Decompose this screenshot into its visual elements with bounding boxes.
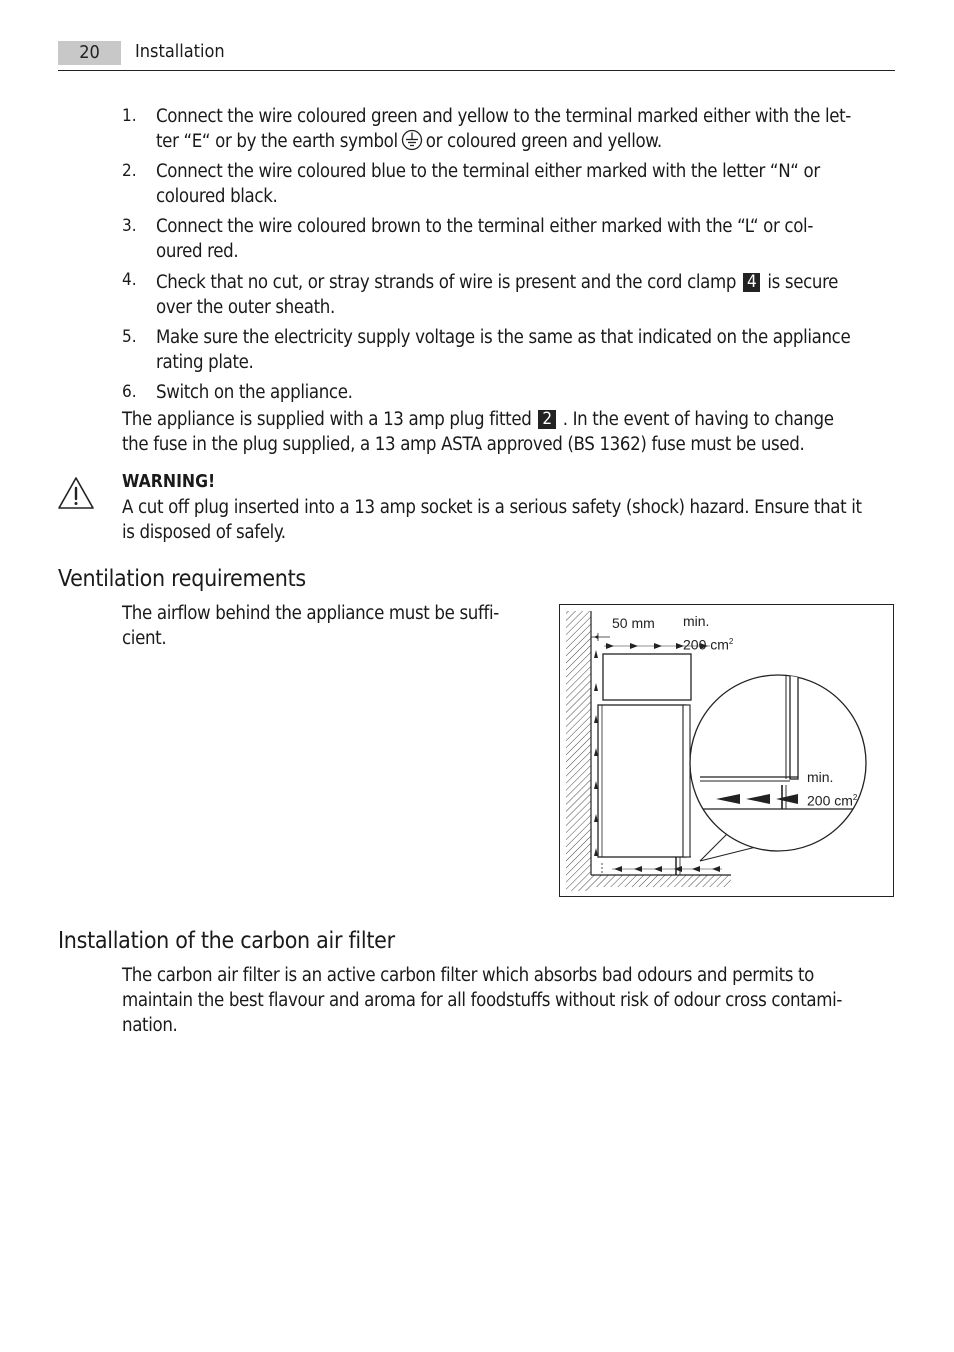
- cord-clamp-callout: 4: [743, 273, 760, 292]
- step-4-text-a: Check that no cut, or stray strands of wire is present and the cord clamp: [156, 272, 737, 293]
- appliance-door: [683, 705, 690, 857]
- carbon-filter-line-2: maintain the best flavour and aroma for all foodstuffs without risk of odour cross contami-: [122, 990, 843, 1011]
- step-2-line-2: coloured black.: [156, 186, 278, 207]
- gap-label: 50 mm: [612, 615, 655, 631]
- plug-note-line-2: the fuse in the plug supplied, a 13 amp ASTA approved (BS 1362) fuse must be used.: [122, 434, 805, 455]
- wall-hatch: [566, 611, 591, 891]
- step-6-line-1: Switch on the appliance.: [156, 382, 353, 403]
- ventilation-diagram: [559, 604, 894, 897]
- carbon-filter-heading: Installation of the carbon air filter: [58, 928, 395, 954]
- plug-note-line-1: [122, 407, 834, 432]
- warning-line-1: A cut off plug inserted into a 13 amp socket is a serious safety (shock) hazard. Ensure that it: [122, 497, 862, 518]
- page-number: 20: [58, 41, 121, 65]
- plug-note-text-b: . In the event of having to change: [562, 409, 834, 430]
- step-3-line-2: oured red.: [156, 241, 239, 262]
- ventilation-line-1: The airflow behind the appliance must be suffi-: [122, 603, 499, 624]
- ventilation-diagram-drawing: [560, 605, 893, 896]
- step-1-text-a: ter “E“ or by the earth symbol: [156, 131, 398, 152]
- step-2-line-1: Connect the wire coloured blue to the terminal either marked with the letter “N“ or: [156, 161, 820, 182]
- carbon-filter-line-1: The carbon air filter is an active carbon filter which absorbs bad odours and permits to: [122, 965, 815, 986]
- bottom-min-label: min.: [807, 769, 834, 785]
- plug-note-text-a: The appliance is supplied with a 13 amp plug fitted: [122, 409, 532, 430]
- floor-hatch: [591, 875, 731, 887]
- step-5-line-1: Make sure the electricity supply voltage is the same as that indicated on the appliance: [156, 327, 851, 348]
- step-5-number: 5.: [122, 327, 137, 347]
- top-area-superscript: 2: [728, 637, 734, 646]
- step-4-number: 4.: [122, 270, 137, 290]
- step-1-number: 1.: [122, 106, 137, 126]
- bottom-area-value: 200 cm: [807, 792, 853, 809]
- section-title: Installation: [135, 41, 225, 62]
- top-min-label: min.: [683, 613, 710, 629]
- carbon-filter-line-3: nation.: [122, 1015, 178, 1036]
- warning-title: WARNING!: [122, 472, 216, 492]
- ventilation-line-2: cient.: [122, 628, 167, 649]
- step-2-number: 2.: [122, 161, 137, 181]
- step-5-line-2: rating plate.: [156, 352, 254, 373]
- warning-line-2: is disposed of safely.: [122, 522, 286, 543]
- warning-icon: [57, 476, 95, 514]
- step-1-text-b: or coloured green and yellow.: [425, 131, 662, 152]
- step-6-number: 6.: [122, 382, 137, 402]
- plug-callout: 2: [538, 410, 555, 429]
- step-4-text-b: is secure: [767, 272, 839, 293]
- upper-cabinet: [603, 654, 691, 700]
- step-1-line-2: [156, 129, 662, 158]
- header-divider: [58, 70, 895, 71]
- bottom-area-label: [807, 790, 887, 809]
- step-4-line-1: [156, 270, 838, 295]
- top-area-value: 200 cm: [683, 636, 729, 653]
- ventilation-heading: Ventilation requirements: [58, 566, 306, 592]
- top-area-label: [683, 634, 773, 653]
- earth-symbol-icon: [401, 129, 423, 158]
- step-4-line-2: over the outer sheath.: [156, 297, 335, 318]
- step-3-number: 3.: [122, 216, 137, 236]
- appliance-body: [598, 705, 686, 857]
- bottom-area-superscript: 2: [852, 793, 858, 802]
- step-3-line-1: Connect the wire coloured brown to the terminal either marked with the “L“ or col-: [156, 216, 813, 237]
- detail-magnifier: [690, 675, 866, 851]
- step-1-line-1: Connect the wire coloured green and yellow to the terminal marked either with the let-: [156, 106, 851, 127]
